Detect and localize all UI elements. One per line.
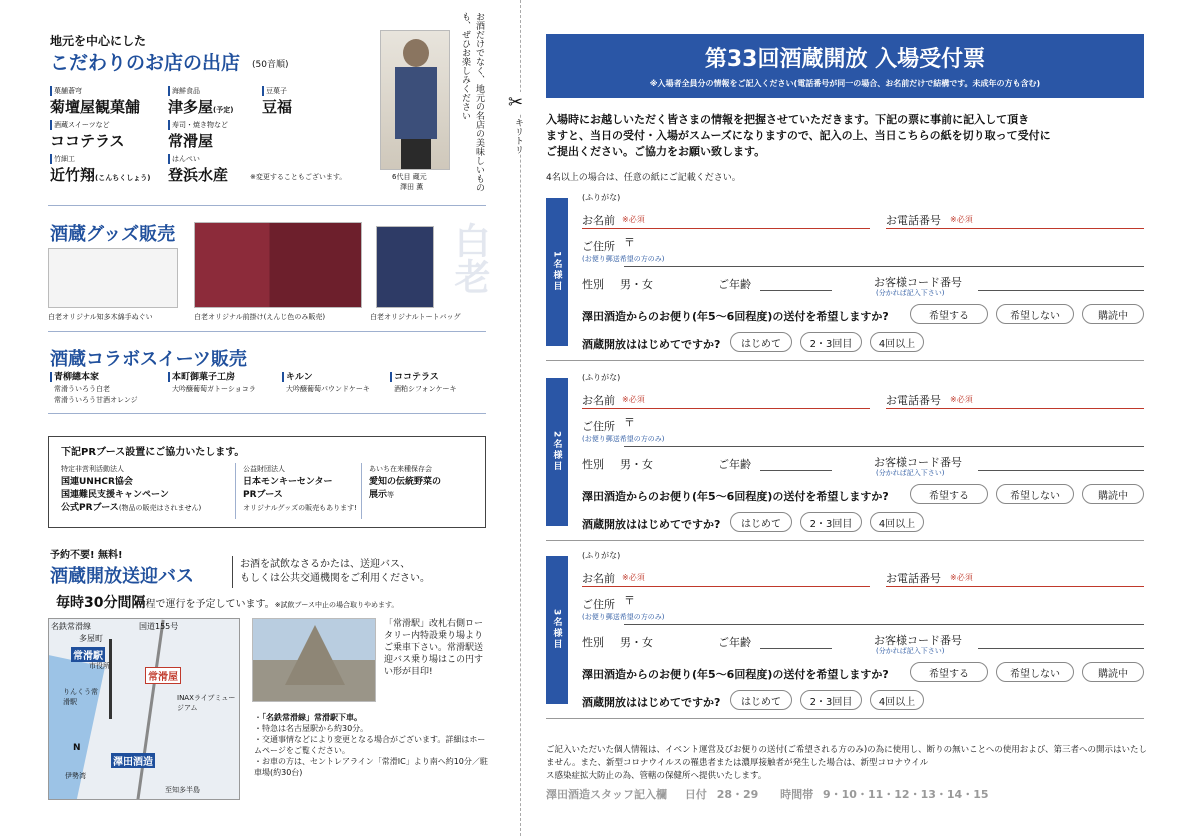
cut-label: キリトリ [513, 118, 523, 154]
postal-mark: 〒 [624, 594, 635, 607]
required-mark: ※必須 [950, 395, 973, 404]
visit-option-4plus[interactable]: 4回以上 [870, 690, 924, 710]
sweets-item: キルン 大吟醸葡萄パウンドケーキ [282, 372, 370, 395]
goods-caption: 白老オリジナル前掛け(えんじ色のみ販売) [194, 313, 326, 321]
bus-stop-photo [252, 618, 376, 702]
bus-frequency: 毎時30分間隔程で運行を予定しています。※試飲ブース中止の場合取りやめます。 [56, 595, 399, 611]
owner-legs [401, 139, 431, 169]
sweets-item: 青柳總本家 常滑ういろう白老 常滑ういろう甘酒オレンジ [50, 372, 138, 406]
furigana-label: (ふりがな) [582, 193, 621, 202]
mail-option-want[interactable]: 希望する [910, 662, 988, 682]
mail-option-want[interactable]: 希望する [910, 304, 988, 324]
map-road [136, 620, 164, 800]
shops-count: (50音順) [252, 60, 289, 70]
pr-divider [235, 463, 236, 519]
map-label: 至知多半島 [165, 786, 200, 794]
map-railway [109, 639, 112, 719]
map-label: 多屋町 [79, 634, 103, 643]
scissors-icon: ✂ [508, 92, 524, 113]
gender-label: 性別 [582, 458, 604, 471]
person-divider [546, 718, 1144, 719]
phone-field[interactable] [886, 408, 1144, 409]
visit-option-2-3[interactable]: 2・3回目 [800, 690, 862, 710]
address-field[interactable] [624, 624, 1144, 625]
age-label: ご年齢 [718, 278, 751, 291]
owner-quote: お酒だけでなく、地元の名店の美味しいものも、ぜひお楽しみください [460, 12, 484, 192]
gender-label: 性別 [582, 636, 604, 649]
tote-photo [376, 226, 434, 308]
owner-caption-name: 澤田 薫 [400, 183, 424, 191]
mail-option-want[interactable]: 希望する [910, 484, 988, 504]
visit-question: 酒蔵開放ははじめてですか? [582, 338, 721, 351]
owner-body [395, 67, 437, 139]
required-mark: ※必須 [622, 573, 645, 582]
person-number-tab: 3名様目 [546, 556, 568, 704]
phone-label: お電話番号 [886, 394, 941, 407]
mail-option-subscribed[interactable]: 購読中 [1082, 484, 1144, 504]
bus-note: ・「名鉄常滑線」常滑駅下車。 [254, 713, 362, 722]
visit-option-first[interactable]: はじめて [730, 332, 792, 352]
person-number-tab: 2名様目 [546, 378, 568, 526]
map-station-label: 常滑駅 [71, 647, 105, 662]
address-note: (お便り郵送希望の方のみ) [582, 435, 665, 443]
customer-code-label: お客様コード番号 [874, 276, 962, 289]
mail-option-no[interactable]: 希望しない [996, 662, 1074, 682]
age-label: ご年齢 [718, 458, 751, 471]
age-label: ご年齢 [718, 636, 751, 649]
compass-icon: N [73, 743, 81, 753]
bus-note: ・交通事情などにより変更となる場合がございます。詳細はホームページをご覧ください。 [254, 735, 486, 755]
intro-note: 4名以上の場合は、任意の紙にご記載ください。 [546, 173, 741, 183]
bus-desc: お酒を試飲なさるかたは、送迎バス、 もしくは公共交通機関をご利用ください。 [240, 559, 430, 584]
shop-item: 海鮮食品 津多屋(予定) [168, 87, 234, 116]
cone-monument [285, 625, 345, 685]
person-number-tab: 1名様目 [546, 198, 568, 346]
map-brewery-label: 澤田酒造 [111, 753, 155, 768]
furigana-label: (ふりがな) [582, 551, 621, 560]
phone-field[interactable] [886, 228, 1144, 229]
age-field[interactable] [760, 470, 832, 471]
tenugui-photo [48, 248, 178, 308]
bus-notes [254, 712, 490, 778]
bus-note: ・特急は名古屋駅から約30分。 [254, 724, 369, 733]
address-note: (お便り郵送希望の方のみ) [582, 613, 665, 621]
phone-label: お電話番号 [886, 572, 941, 585]
address-field[interactable] [624, 266, 1144, 267]
map-label: INAXライブミュージアム [177, 694, 236, 712]
required-mark: ※必須 [622, 395, 645, 404]
pr-org: 特定非営利活動法人 国連UNHCR協会 国連難民支援キャンペーン 公式PRブース(物品の販売はされません) [61, 465, 202, 513]
visit-question: 酒蔵開放ははじめてですか? [582, 696, 721, 709]
divider [48, 205, 486, 206]
name-field[interactable] [582, 228, 870, 229]
customer-code-note: (分かれば記入下さい) [876, 647, 945, 655]
pr-org: 公益財団法人 日本モンキーセンター PRブース オリジナルグッズの販売もあります! [243, 465, 357, 512]
mail-option-no[interactable]: 希望しない [996, 484, 1074, 504]
gender-options[interactable]: 男・女 [620, 278, 653, 291]
divider [232, 556, 233, 588]
postal-mark: 〒 [624, 236, 635, 249]
map-label: 伊勢湾 [65, 772, 86, 780]
header-subtitle: ※入場者全員分の情報をご記入ください(電話番号が同一の場合、お名前だけで結構です。未成年の方も含む) [649, 79, 1041, 88]
visit-option-first[interactable]: はじめて [730, 690, 792, 710]
map-label: 市役所 [89, 662, 110, 670]
name-label: お名前 [582, 214, 615, 227]
address-label: ご住所 [582, 420, 615, 433]
shop-item: 竹細工 近竹翔(こんちくしょう) [50, 155, 151, 184]
shops-change-note: ※変更することもございます。 [250, 173, 347, 181]
shops-title: こだわりのお店の出店 [50, 52, 241, 74]
visit-option-4plus[interactable]: 4回以上 [870, 332, 924, 352]
goods-title: 酒蔵グッズ販売 [50, 224, 176, 245]
divider [48, 413, 486, 414]
sweets-title: 酒蔵コラボスイーツ販売 [50, 349, 247, 370]
sweets-item: ココテラス 酒粕シフォンケーキ [390, 372, 457, 395]
name-label: お名前 [582, 394, 615, 407]
mail-question: 澤田酒造からのお便り(年5～6回程度)の送付を希望しますか? [582, 490, 889, 503]
visit-option-2-3[interactable]: 2・3回目 [800, 512, 862, 532]
access-map [48, 618, 240, 800]
sweets-item: 本町御菓子工房 大吟醸葡萄ガトーショコラ [168, 372, 256, 395]
privacy-note: ご記入いただいた個人情報は、イベント運営及びお便りの送付(ご希望される方のみ)の為に使用し、断りの無いことへの使用および、第三者への開示はいたしません。また、新型コロナウイルスの罹患者または濃厚接触者が発生した場合は、新型コロナウイル ス感染症拡大防止の為、管轄の保健所へ提供いたします。 [546, 745, 1147, 781]
shop-item: 豆菓子 豆福 [262, 87, 293, 116]
shop-item: 菓舗蒼穹 菊壇屋観菓舗 [50, 87, 141, 116]
divider [48, 331, 486, 332]
gender-options[interactable]: 男・女 [620, 458, 653, 471]
goods-caption: 白老オリジナルトートバッグ [370, 313, 461, 321]
watermark-logo: 白老 [449, 222, 490, 294]
address-field[interactable] [624, 446, 1144, 447]
required-mark: ※必須 [950, 215, 973, 224]
shop-item: 寿司・焼き物など 常滑屋 [168, 121, 228, 150]
owner-photo [380, 30, 450, 170]
person-divider [546, 360, 1144, 361]
gender-label: 性別 [582, 278, 604, 291]
customer-code-note: (分かれば記入下さい) [876, 469, 945, 477]
shop-item: 酒蔵スイーツなど ココテラス [50, 121, 125, 150]
map-destination-label: 常滑屋 [145, 667, 181, 684]
customer-code-label: お客様コード番号 [874, 634, 962, 647]
mail-option-subscribed[interactable]: 購読中 [1082, 304, 1144, 324]
person-divider [546, 540, 1144, 541]
goods-caption: 白老オリジナル知多木綿手ぬぐい [48, 313, 153, 321]
shop-item: はんぺい 登浜水産 [168, 155, 229, 184]
owner-head [403, 39, 429, 67]
bus-pre: 予約不要! 無料! [50, 550, 123, 561]
visit-option-2-3[interactable]: 2・3回目 [800, 332, 862, 352]
pr-org: あいち在来種保存会 愛知の伝統野菜の 展示等 [369, 465, 442, 500]
visit-option-4plus[interactable]: 4回以上 [870, 512, 924, 532]
header-title: 第33回酒蔵開放 入場受付票 [704, 47, 986, 72]
pr-box [48, 436, 486, 528]
gender-options[interactable]: 男・女 [620, 636, 653, 649]
postal-mark: 〒 [624, 416, 635, 429]
mail-question: 澤田酒造からのお便り(年5～6回程度)の送付を希望しますか? [582, 668, 889, 681]
required-mark: ※必須 [950, 573, 973, 582]
name-field[interactable] [582, 408, 870, 409]
customer-code-field[interactable] [978, 648, 1144, 649]
phone-label: お電話番号 [886, 214, 941, 227]
customer-code-field[interactable] [978, 470, 1144, 471]
intro-text: 入場時にお越しいただく皆さまの情報を把握させていただきます。下記の票に事前に記入して頂き ますと、当日の受付・入場がスムーズになりますので、記入の上、当日こちらの紙を切り取って受付に ご提出ください。ご協力をお願い致します。 [546, 113, 1051, 158]
furigana-label: (ふりがな) [582, 373, 621, 382]
mail-option-subscribed[interactable]: 購読中 [1082, 662, 1144, 682]
customer-code-note: (分かれば記入下さい) [876, 289, 945, 297]
visit-question: 酒蔵開放ははじめてですか? [582, 518, 721, 531]
map-label: 国道155号 [139, 622, 179, 631]
bus-title: 酒蔵開放送迎バス [50, 566, 194, 587]
owner-caption-title: 6代目 蔵元 [392, 173, 427, 181]
visit-option-first[interactable]: はじめて [730, 512, 792, 532]
bus-note: ・お車の方は、セントレアライン「常滑IC」より南へ約10分／駐車場(約30台) [254, 757, 488, 777]
required-mark: ※必須 [622, 215, 645, 224]
address-note: (お便り郵送希望の方のみ) [582, 255, 665, 263]
age-field[interactable] [760, 648, 832, 649]
staff-section: 澤田酒造スタッフ記入欄 日付 28・29 時間帯 9・10・11・12・13・14・15 [546, 788, 989, 801]
mail-option-no[interactable]: 希望しない [996, 304, 1074, 324]
map-label: 名鉄常滑線 [51, 622, 91, 631]
age-field[interactable] [760, 290, 832, 291]
name-field[interactable] [582, 586, 870, 587]
customer-code-field[interactable] [978, 290, 1144, 291]
pr-title: 下記PRブース設置にご協力いたします。 [61, 447, 245, 458]
bus-photo-caption: 「常滑駅」改札右側ロータリー内特設乗り場よりご乗車下さい。常滑駅送迎バス乗り場はこの円すい形が目印! [384, 619, 484, 677]
map-label: りんくう常滑駅 [63, 688, 98, 706]
shops-intro: 地元を中心にした [50, 34, 147, 48]
mail-question: 澤田酒造からのお便り(年5～6回程度)の送付を希望しますか? [582, 310, 889, 323]
address-label: ご住所 [582, 598, 615, 611]
phone-field[interactable] [886, 586, 1144, 587]
name-label: お名前 [582, 572, 615, 585]
address-label: ご住所 [582, 240, 615, 253]
pr-divider [361, 463, 362, 519]
customer-code-label: お客様コード番号 [874, 456, 962, 469]
apron-photo [194, 222, 362, 308]
header-banner [546, 34, 1144, 98]
